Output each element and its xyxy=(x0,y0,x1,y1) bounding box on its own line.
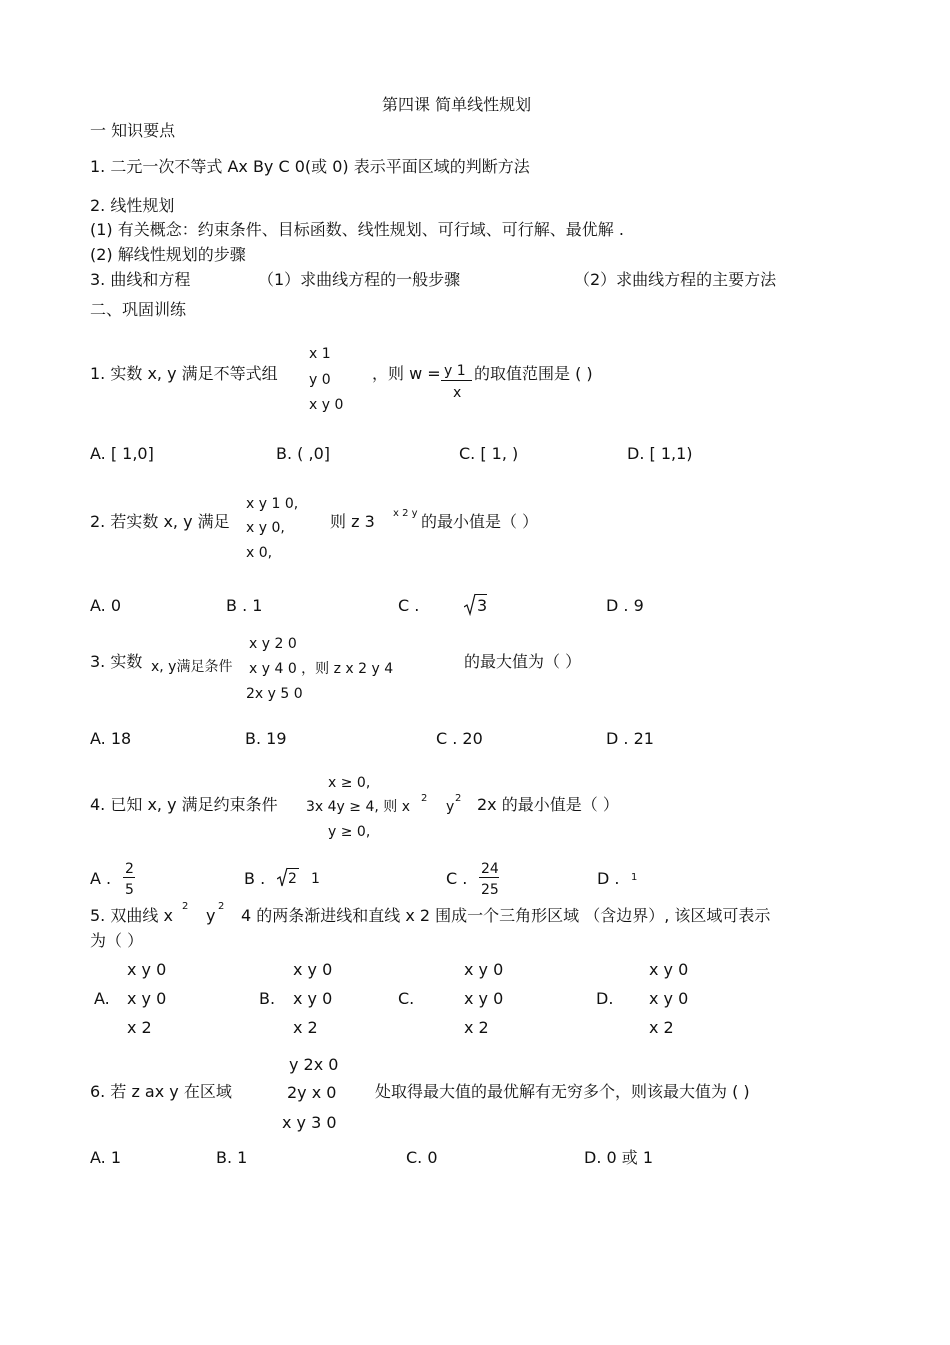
q5-b-row-3: x 2 xyxy=(293,1018,318,1037)
q4-sqrt-sign xyxy=(277,866,288,888)
q4-b-tail: 1 xyxy=(311,871,320,887)
q6-condition-1: y 2x 0 xyxy=(289,1055,339,1074)
q1-option-c: C. [ 1, ) xyxy=(459,444,519,463)
q5-c-row-2: x y 0 xyxy=(464,989,504,1008)
q4-condition-3: y ≥ 0, xyxy=(328,824,371,840)
q5-a-row-3: x 2 xyxy=(127,1018,152,1037)
q2-condition-1: x y 1 0, xyxy=(246,496,299,512)
q2-option-d: D . 9 xyxy=(606,596,644,615)
knowledge-item-2-2: (2) 解线性规划的步骤 xyxy=(90,245,246,264)
q4-a-fraction-bar xyxy=(123,877,135,878)
q4-c-fraction-bar xyxy=(479,877,499,878)
q3-option-d: D . 21 xyxy=(606,729,654,748)
q6-option-c: C. 0 xyxy=(406,1148,438,1167)
q5-option-a-label: A. xyxy=(94,989,110,1008)
q4-option-d: D . xyxy=(597,869,620,888)
q5-option-b-label: B. xyxy=(259,989,276,1008)
q6-condition-3: x y 3 0 xyxy=(282,1113,337,1132)
q4-stem: 4. 已知 x, y 满足约束条件 xyxy=(90,795,278,814)
q5-d-row-1: x y 0 xyxy=(649,960,689,979)
q4-c-numerator: 24 xyxy=(481,861,499,877)
q1-condition-3: x y 0 xyxy=(309,397,344,413)
q1-option-d: D. [ 1,1) xyxy=(627,444,693,463)
q4-condition-2: 3x 4y ≥ 4, 则 x xyxy=(306,799,411,815)
q5-a-row-2: x y 0 xyxy=(127,989,167,1008)
q3-option-c: C . 20 xyxy=(436,729,483,748)
q2-option-c-value: 3 xyxy=(477,596,488,615)
q5-b-row-2: x y 0 xyxy=(293,989,333,1008)
q1-fraction-numerator: y 1 xyxy=(444,363,466,379)
q5-line2: 为（ ） xyxy=(90,931,144,950)
q4-option-a: A . xyxy=(90,869,112,888)
q5-d-row-3: x 2 xyxy=(649,1018,674,1037)
q3-condition-1: x y 2 0 xyxy=(249,636,297,652)
q5-superscript-y: 2 xyxy=(218,901,225,912)
q2-condition-2: x y 0, xyxy=(246,520,285,536)
q1-mid: ，则 w = xyxy=(372,364,441,383)
q2-option-a: A. 0 xyxy=(90,596,122,615)
q4-c-denominator: 25 xyxy=(481,882,499,898)
q5-b-row-1: x y 0 xyxy=(293,960,333,979)
q3-condition-3: 2x y 5 0 xyxy=(246,686,303,702)
q2-condition-3: x 0, xyxy=(246,545,273,561)
knowledge-item-1: 1. 二元一次不等式 Ax By C 0(或 0) 表示平面区域的判断方法 xyxy=(90,157,530,176)
q2-tail: 的最小值是（ ） xyxy=(421,512,539,531)
q6-tail: 处取得最大值的最优解有无穷多个，则该最大值为 ( ) xyxy=(375,1082,750,1101)
page-title: 第四课 简单线性规划 xyxy=(382,95,532,114)
q5-c-row-1: x y 0 xyxy=(464,960,504,979)
q1-option-a: A. [ 1,0] xyxy=(90,444,154,463)
q2-sqrt-sign xyxy=(464,592,476,616)
q2-option-b: B . 1 xyxy=(226,596,263,615)
q6-condition-2: 2y x 0 xyxy=(287,1083,337,1102)
q1-stem: 1. 实数 x, y 满足不等式组 xyxy=(90,364,278,383)
q2-sqrt-bar xyxy=(475,594,487,595)
q5-option-d-label: D. xyxy=(596,989,614,1008)
q5-line1-start: 5. 双曲线 x xyxy=(90,906,173,925)
q3-option-a: A. 18 xyxy=(90,729,132,748)
knowledge-item-3: 3. 曲线和方程 xyxy=(90,270,191,289)
q6-option-a: A. 1 xyxy=(90,1148,122,1167)
q5-c-row-3: x 2 xyxy=(464,1018,489,1037)
q1-option-b: B. ( ,0] xyxy=(276,444,330,463)
section-exercises: 二、巩固训练 xyxy=(90,300,187,319)
q4-option-b: B . xyxy=(244,869,266,888)
q1-tail: 的取值范围是 ( ) xyxy=(474,364,593,383)
q6-stem: 6. 若 z ax y 在区域 xyxy=(90,1082,232,1101)
q6-option-d: D. 0 或 1 xyxy=(584,1148,654,1167)
knowledge-item-3-2: （2）求曲线方程的主要方法 xyxy=(574,270,777,289)
q5-superscript-x: 2 xyxy=(182,901,189,912)
q2-mid: 则 z 3 xyxy=(330,512,375,531)
knowledge-item-3-1: （1）求曲线方程的一般步骤 xyxy=(258,270,461,289)
q4-y-term: y xyxy=(446,799,455,815)
q4-option-c: C . xyxy=(446,869,468,888)
q1-fraction-bar xyxy=(441,380,472,381)
knowledge-item-2: 2. 线性规划 xyxy=(90,196,175,215)
q3-condition-2: x y 4 0 ，则 z x 2 y 4 xyxy=(249,661,394,677)
q1-condition-1: x 1 xyxy=(309,346,331,362)
q5-y-term: y xyxy=(206,906,216,925)
q1-condition-2: y 0 xyxy=(309,372,331,388)
q2-exponent: x 2 y xyxy=(393,508,418,519)
q3-option-b: B. 19 xyxy=(245,729,287,748)
q2-option-c: C . xyxy=(398,596,420,615)
q5-line1-rest: 4 的两条渐进线和直线 x 2 围成一个三角形区域 （含边界）, 该区域可表示 xyxy=(241,906,771,925)
q4-condition-1: x ≥ 0, xyxy=(328,775,371,791)
q4-tail: 2x 的最小值是（ ） xyxy=(477,795,619,814)
q5-d-row-2: x y 0 xyxy=(649,989,689,1008)
q4-d-value: 1 xyxy=(631,872,638,883)
q6-option-b: B. 1 xyxy=(216,1148,248,1167)
q3-tail: 的最大值为（ ） xyxy=(464,652,582,671)
q2-stem: 2. 若实数 x, y 满足 xyxy=(90,512,230,531)
q4-b-radicand: 2 xyxy=(288,871,297,887)
q3-condition-label: x, y满足条件 xyxy=(151,659,233,675)
q1-fraction-denominator: x xyxy=(453,385,462,401)
q5-option-c-label: C. xyxy=(398,989,415,1008)
q4-a-numerator: 2 xyxy=(125,861,134,877)
q5-a-row-1: x y 0 xyxy=(127,960,167,979)
q3-stem: 3. 实数 xyxy=(90,652,143,671)
q4-superscript-y: 2 xyxy=(455,793,462,804)
section-knowledge: 一 知识要点 xyxy=(90,121,176,140)
q4-superscript-x: 2 xyxy=(421,793,428,804)
q4-a-denominator: 5 xyxy=(125,882,134,898)
knowledge-item-2-1: (1) 有关概念：约束条件、目标函数、线性规划、可行域、可行解、最优解 . xyxy=(90,220,624,239)
